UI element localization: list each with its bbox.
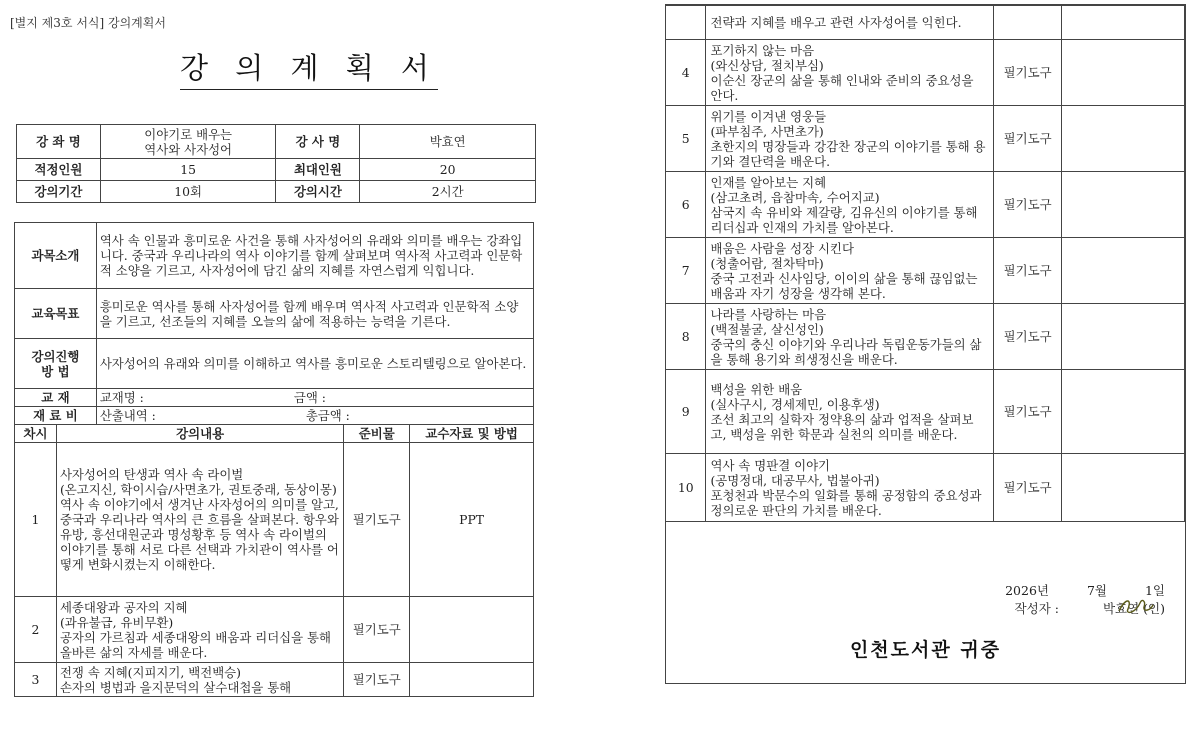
material-row bbox=[96, 407, 533, 425]
recipient-organization: 인천도서관 귀중 bbox=[849, 639, 1002, 661]
session-content: 배움은 사람을 성장 시킨다 (청출어람, 절차탁마) 중국 고전과 신사임당, 이이의 삶을 통해 끊임없는 배움과 자기 성장을 생각해 본다. bbox=[706, 238, 994, 304]
session-number: 9 bbox=[666, 370, 706, 454]
date-month: 7월 bbox=[1086, 583, 1107, 598]
date-day: 1일 bbox=[1144, 583, 1165, 598]
method-header: 교수자료 및 방법 bbox=[410, 425, 534, 443]
session-prep: 필기도구 bbox=[344, 443, 410, 597]
material-label: 재 료 비 bbox=[15, 407, 97, 425]
table-row bbox=[666, 172, 1185, 238]
session-prep: 필기도구 bbox=[994, 454, 1062, 522]
form-number-label: [별지 제3호 서식] 강의계획서 bbox=[10, 16, 166, 30]
session-number: 7 bbox=[666, 238, 706, 304]
course-info-table bbox=[16, 124, 536, 203]
material-detail-label: 산출내역 : bbox=[99, 408, 156, 423]
intro-label: 과목소개 bbox=[15, 223, 97, 289]
method-text: 사자성어의 유래와 의미를 이해하고 역사를 흥미로운 스토리텔링으로 알아본다. bbox=[96, 339, 533, 389]
session-prep: 필기도구 bbox=[344, 597, 410, 663]
session-method bbox=[410, 597, 534, 663]
instructor-value: 박효연 bbox=[360, 125, 536, 159]
textbook-price-label: 금액 : bbox=[293, 390, 326, 405]
table-row bbox=[666, 6, 1185, 40]
period-value: 10회 bbox=[100, 181, 276, 203]
table-row bbox=[666, 304, 1185, 370]
prep-header: 준비물 bbox=[344, 425, 410, 443]
session-header: 차시 bbox=[15, 425, 57, 443]
session-content: 전쟁 속 지혜(지피지기, 백전백승) 손자의 병법과 을지문덕의 살수대첩을 통해 bbox=[56, 663, 343, 697]
hours-value: 2시간 bbox=[360, 181, 536, 203]
max-capacity-value: 20 bbox=[360, 159, 536, 181]
session-content: 역사 속 명판결 이야기 (공명정대, 대공무사, 법불아귀) 포청천과 박문수의 일화를 통해 공정함의 중요성과 정의로운 판단의 가치를 배운다. bbox=[706, 454, 994, 522]
session-content: 전략과 지혜를 배우고 관련 사자성어를 익힌다. bbox=[706, 6, 994, 40]
table-row bbox=[666, 454, 1185, 522]
textbook-label: 교 재 bbox=[15, 389, 97, 407]
session-content: 사자성어의 탄생과 역사 속 라이벌 (온고지신, 학이시습/사면초가, 권토중래, 동상이몽) 역사 속 이야기에서 생겨난 사자성어의 의미를 알고, 중국과 우리나라 역사의 큰 흐름을 살펴본다. 항우와 유방, 흥선대원군과 명성황후 등 역사 속 라이벌의 이야기를 통해 서로 다른 선택과 가치관이 역사를 어떻게 변화시켰는지 이해한다. bbox=[56, 443, 343, 597]
max-capacity-label: 최대인원 bbox=[276, 159, 360, 181]
session-number: 6 bbox=[666, 172, 706, 238]
table-row bbox=[666, 106, 1185, 172]
table-row bbox=[666, 40, 1185, 106]
course-name-value: 이야기로 배우는 역사와 사자성어 bbox=[100, 125, 276, 159]
goal-text: 흥미로운 역사를 통해 사자성어를 함께 배우며 역사적 사고력과 인문학적 소양을 기르고, 선조들의 지혜를 오늘의 삶에 적용하는 능력을 기른다. bbox=[96, 289, 533, 339]
textbook-row bbox=[96, 389, 533, 407]
session-prep: 필기도구 bbox=[344, 663, 410, 697]
period-label: 강의기간 bbox=[17, 181, 101, 203]
session-prep: 필기도구 bbox=[994, 370, 1062, 454]
table-row bbox=[666, 370, 1185, 454]
session-number: 4 bbox=[666, 40, 706, 106]
session-content: 세종대왕과 공자의 지혜 (과유불급, 유비무환) 공자의 가르침과 세종대왕의 배움과 리더십을 통해 올바른 삶의 자세를 배운다. bbox=[56, 597, 343, 663]
session-prep: 필기도구 bbox=[994, 40, 1062, 106]
session-number: 5 bbox=[666, 106, 706, 172]
session-content: 나라를 사랑하는 마음 (백절불굴, 살신성인) 중국의 충신 이야기와 우리나라 독립운동가들의 삶을 통해 용기와 희생정신을 배운다. bbox=[706, 304, 994, 370]
table-row bbox=[15, 597, 534, 663]
session-number: 1 bbox=[15, 443, 57, 597]
schedule-continued-panel bbox=[665, 4, 1186, 684]
session-prep: 필기도구 bbox=[994, 172, 1062, 238]
author-name: 박효연 bbox=[1102, 601, 1140, 616]
course-name-label: 강 좌 명 bbox=[17, 125, 101, 159]
handwritten-signature bbox=[1116, 595, 1156, 617]
hours-label: 강의시간 bbox=[276, 181, 360, 203]
method-label: 강의진행 방 법 bbox=[15, 339, 97, 389]
session-number: 3 bbox=[15, 663, 57, 697]
min-capacity-value: 15 bbox=[100, 159, 276, 181]
session-content: 위기를 이겨낸 영웅들 (파부침주, 사면초가) 초한지의 명장들과 강감찬 장군의 이야기를 통해 용기와 결단력을 배운다. bbox=[706, 106, 994, 172]
table-row bbox=[15, 663, 534, 697]
session-content: 포기하지 않는 마음 (와신상담, 절치부심) 이순신 장군의 삶을 통해 인내와 준비의 중요성을 안다. bbox=[706, 40, 994, 106]
content-header: 강의내용 bbox=[56, 425, 343, 443]
min-capacity-label: 적정인원 bbox=[17, 159, 101, 181]
session-number: 2 bbox=[15, 597, 57, 663]
textbook-name-label: 교재명 : bbox=[99, 390, 144, 405]
course-details-table bbox=[14, 222, 534, 697]
table-row bbox=[15, 443, 534, 597]
session-content: 인재를 알아보는 지혜 (삼고초려, 읍참마속, 수어지교) 삼국지 속 유비와 제갈량, 김유신의 이야기를 통해 리더십과 인재의 가치를 알아본다. bbox=[706, 172, 994, 238]
document-title: 강 의 계 획 서 bbox=[180, 46, 438, 90]
date-year: 2026년 bbox=[1005, 583, 1049, 598]
session-prep: 필기도구 bbox=[994, 238, 1062, 304]
schedule-continued-table bbox=[666, 5, 1185, 522]
session-number: 10 bbox=[666, 454, 706, 522]
table-row bbox=[666, 238, 1185, 304]
material-total-label: 총금액 : bbox=[305, 408, 350, 423]
session-method bbox=[410, 663, 534, 697]
author-label: 작성자 : bbox=[1014, 601, 1059, 616]
session-content: 백성을 위한 배움 (실사구시, 경세제민, 이용후생) 조선 최고의 실학자 정약용의 삶과 업적을 살펴보고, 백성을 위한 학문과 실천의 의미를 배운다. bbox=[706, 370, 994, 454]
instructor-label: 강 사 명 bbox=[276, 125, 360, 159]
session-prep: 필기도구 bbox=[994, 106, 1062, 172]
session-method: PPT bbox=[410, 443, 534, 597]
goal-label: 교육목표 bbox=[15, 289, 97, 339]
intro-text: 역사 속 인물과 흥미로운 사건을 통해 사자성어의 유래와 의미를 배우는 강좌입니다. 중국과 우리나라의 역사 이야기를 함께 살펴보며 역사적 사고력과 인문학적 소양을 기르고, 사자성어에 담긴 삶의 지혜를 자연스럽게 익힙니다. bbox=[96, 223, 533, 289]
session-prep: 필기도구 bbox=[994, 304, 1062, 370]
seal-mark: (인) bbox=[1143, 601, 1165, 616]
session-number: 8 bbox=[666, 304, 706, 370]
